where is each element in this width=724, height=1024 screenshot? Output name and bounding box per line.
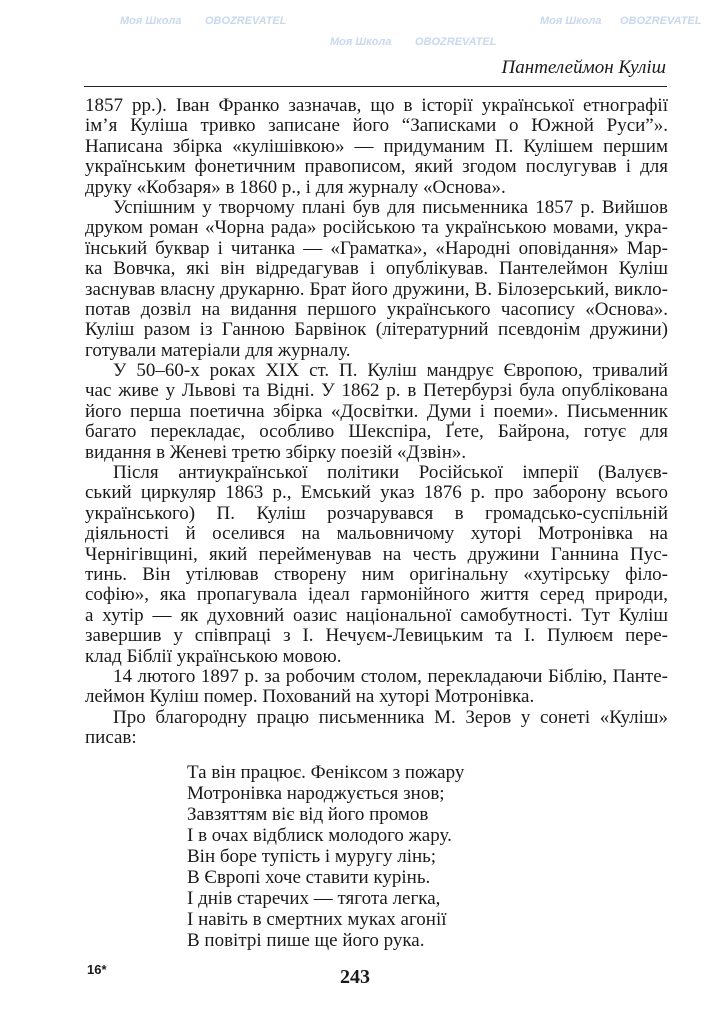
poem-line: Та він працює. Феніксом з пожару (187, 762, 465, 783)
text-line: багато перекладає, особливо Шекспіра, Ґете, Байрона, готує для (85, 421, 668, 443)
text-line: час живе у Львові та Відні. У 1862 р. в Петербурзі була опублікована (85, 380, 668, 402)
text-line: писав: (85, 727, 137, 749)
poem-line: В повітрі пише ще його рука. (187, 930, 425, 951)
header-rule (84, 86, 667, 87)
text-line: леймон Куліш помер. Похований на хуторі Мотронівка. (85, 686, 535, 708)
paragraph (85, 361, 668, 463)
poem-line: І днів старечих — тягота легка, (187, 888, 441, 909)
text-line: Після антиукраїнської політики Російської імперії (Валуєв- (113, 462, 668, 484)
text-line: клад Біблії українською мовою. (85, 645, 342, 667)
text-line: 1857 рр.). Іван Франко зазначав, що в історії української етнографії (85, 95, 668, 116)
watermark: OBOZREVATEL (620, 15, 702, 27)
poem-quote (187, 762, 464, 951)
text-line: друком роман «Чорна рада» російською та українською мовами, укра- (85, 217, 668, 239)
text-line: Про благородну працю письменника М. Зеров у сонеті «Куліш» (113, 706, 668, 728)
poem-line: Мотронівка народжується знов; (187, 783, 445, 804)
watermark: Моя Школа (330, 36, 392, 48)
paragraph (85, 667, 668, 708)
page-number: 243 (340, 966, 370, 988)
text-line: їнський буквар і читанка — «Граматка», «Народні оповідання» Мар- (85, 237, 668, 259)
paragraph (85, 463, 668, 667)
text-line: видання в Женеві третю збірку поезій «Дзвін». (85, 441, 467, 463)
text-line: Чернігівщині, який перейменував на честь дружини Ганнина Пус- (85, 543, 668, 565)
text-line: українським фонетичним правописом, який згодом послугував і для (85, 156, 668, 178)
paragraph (85, 96, 668, 198)
text-line: ський циркуляр 1863 р., Емський указ 1876 р. про заборону всього (85, 482, 668, 504)
text-line: У 50–60-х роках XIX ст. П. Куліш мандрує Європою, тривалий (113, 360, 668, 382)
watermark: Моя Школа (120, 15, 182, 27)
text-line: Куліш разом із Ганною Барвінок (літературний псевдонім дружини) (85, 319, 668, 341)
watermark: OBOZREVATEL (205, 15, 287, 27)
text-line: потав дозвіл на видання першого українського часопису «Основа». (85, 298, 668, 320)
text-line: друку «Кобзаря» в 1860 р., і для журналу «Основа». (85, 176, 506, 198)
watermark: OBOZREVATEL (415, 36, 497, 48)
running-title: Пантелеймон Куліш (501, 57, 666, 78)
watermark: Моя Школа (540, 15, 602, 27)
text-line: діяльності й оселився на мальовничому хуторі Мотронівка на (85, 523, 668, 545)
text-line: Успішним у творчому плані був для письменника 1857 р. Вийшов (113, 196, 668, 218)
text-line: Написана збірка «кулішівкою» — придуманим П. Кулішем першим (85, 135, 668, 157)
text-line: готували матеріали для журналу. (85, 339, 351, 361)
poem-line: І в очах відблиск молодого жару. (187, 825, 452, 846)
text-line: а хутір — як духовний оазис національної самобутності. Тут Куліш (85, 604, 668, 626)
text-line: завершив у співпраці з І. Нечуєм-Левицьким та І. Пулюєм пере- (85, 625, 668, 647)
text-line: 14 лютого 1897 р. за робочим столом, перекладаючи Біблію, Панте- (113, 665, 668, 687)
paragraph (85, 198, 668, 361)
paragraph (85, 708, 668, 749)
poem-line: І навіть в смертних муках агонії (187, 909, 447, 930)
signature-mark: 16* (87, 962, 107, 977)
text-line: ка Вовчка, які він відредагував і опублікував. Пантелеймон Куліш (85, 258, 668, 280)
poem-line: В Європі хоче ставити курінь. (187, 867, 431, 888)
poem-line: Він боре тупість і муругу лінь; (187, 846, 437, 867)
text-line: його перша поетична збірка «Досвітки. Думи і поеми». Письменник (85, 400, 668, 422)
text-line: українського) П. Куліш розчарувався в громадсько-суспільній (85, 502, 668, 524)
body-text (85, 96, 668, 749)
text-line: тинь. Він утілював створену ним оригінальну «хутірську філо- (85, 563, 668, 585)
text-line: ім’я Куліша тривко записане його “Записками о Южной Руси”». (85, 115, 668, 137)
poem-line: Завзяттям віє від його промов (187, 804, 429, 825)
text-line: заснував власну друкарню. Брат його дружини, В. Білозерський, викло- (85, 278, 668, 300)
text-line: софію», яка пропагувала ідеал гармонійного життя серед природи, (85, 584, 668, 606)
